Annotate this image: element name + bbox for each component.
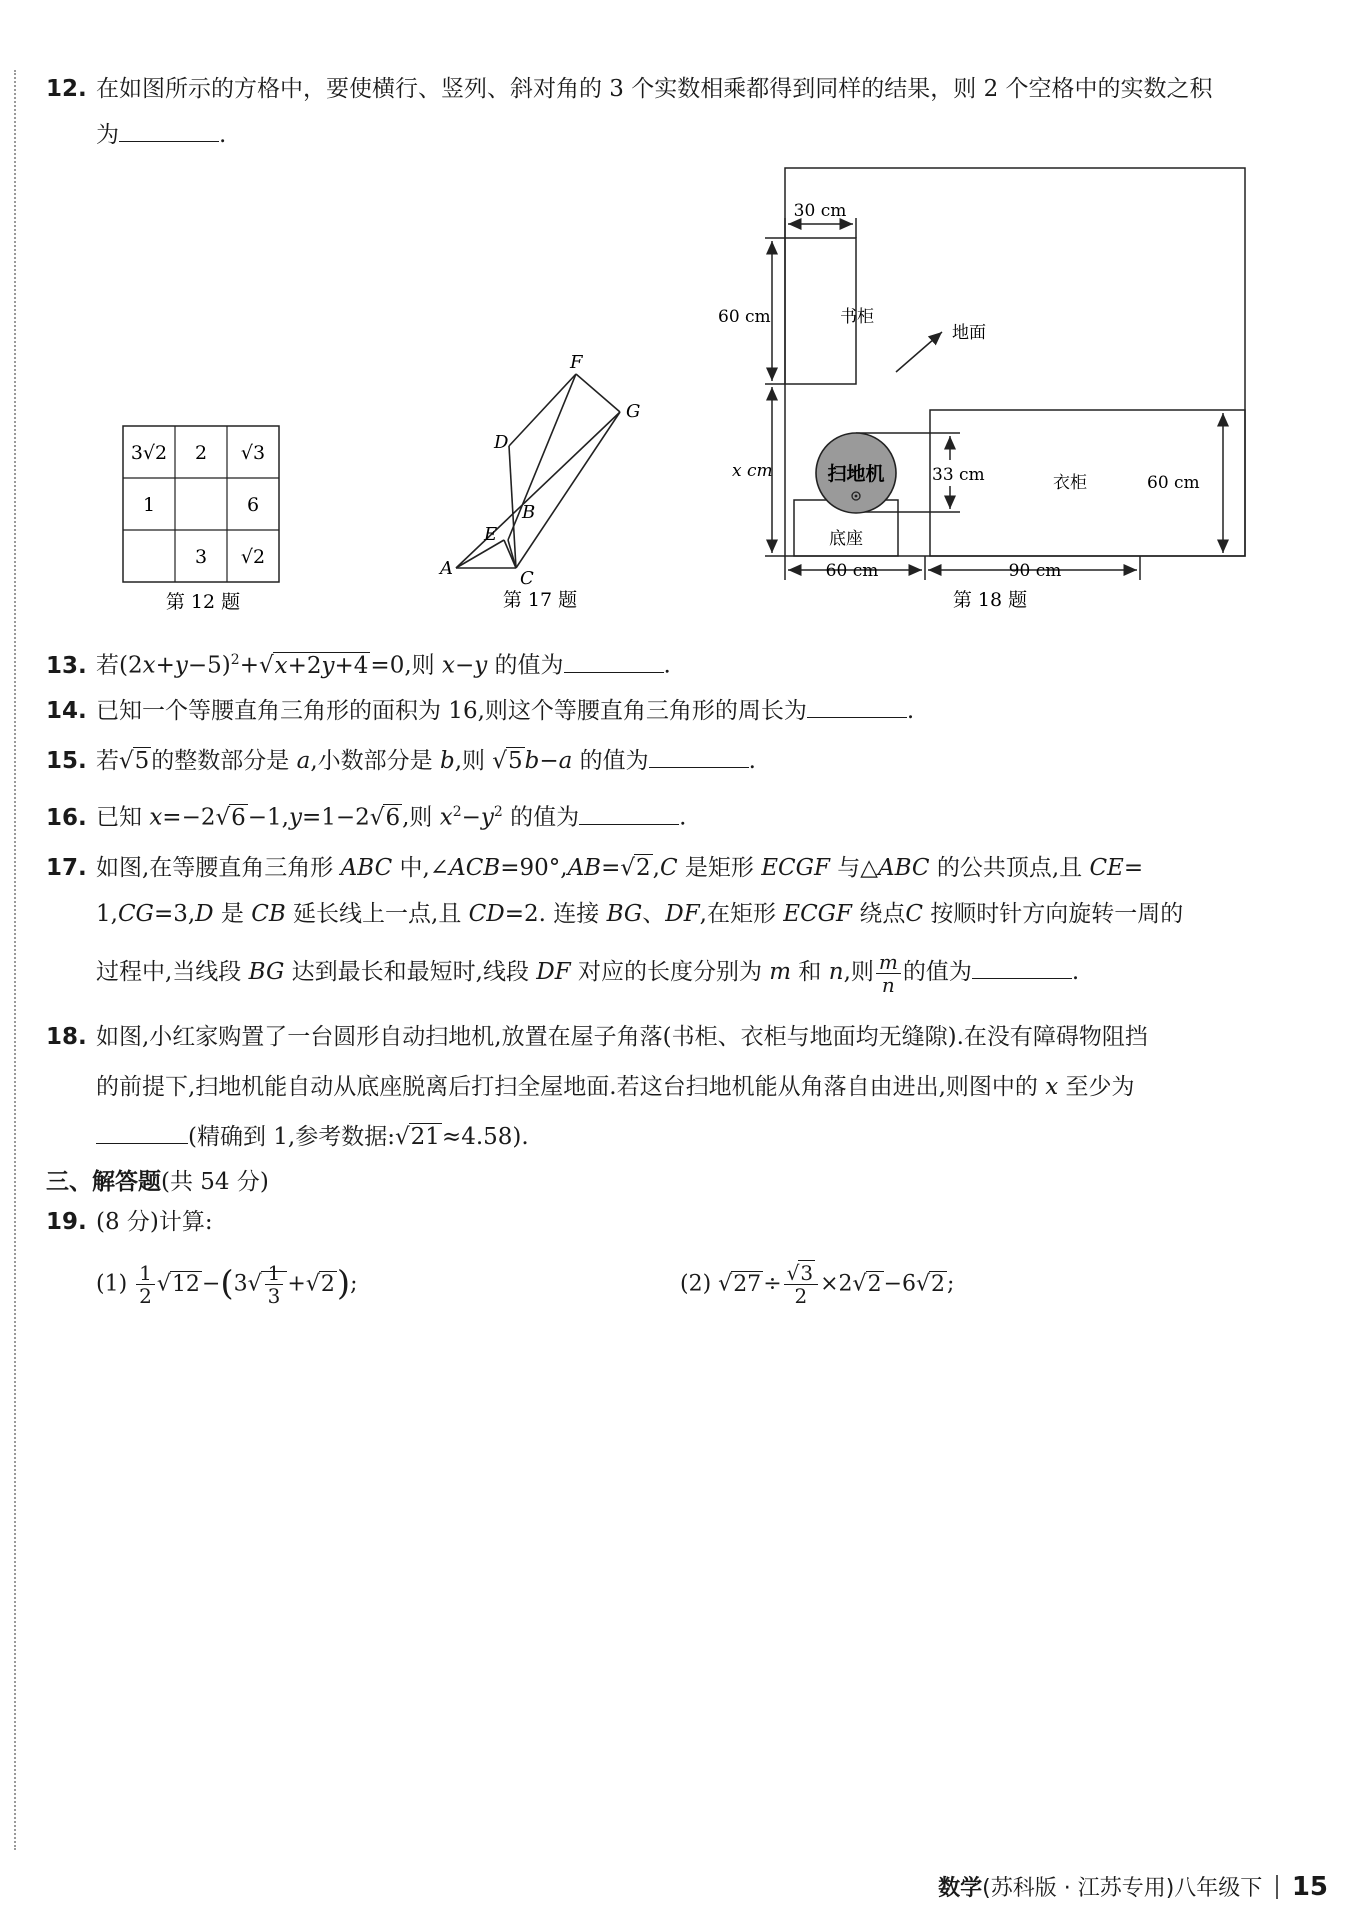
question-text: 延长线上一点,且 (293, 901, 462, 927)
point-label: A (440, 558, 453, 579)
punctuation: . (663, 652, 671, 679)
question-number: 13. (46, 652, 87, 679)
question-text: 如图,在等腰直角三角形 (96, 855, 334, 881)
question-text: 是矩形 (684, 855, 754, 881)
footer-divider (1276, 1875, 1278, 1899)
question-text: 若 (96, 748, 119, 774)
question-number: 16. (46, 804, 87, 831)
question-text: 的值为 (494, 652, 564, 679)
point-label: B (522, 502, 536, 523)
question-text: 过程中,当线段 (96, 959, 242, 985)
question-text: 若(2 (96, 652, 143, 679)
question-text: 已知 (96, 804, 142, 831)
question-number: 18. (46, 1024, 87, 1050)
segment-EF (508, 374, 576, 540)
question-12 (46, 72, 1286, 164)
point-label: F (570, 352, 583, 373)
question-17: 17. 如图,在等腰直角三角形 ABC 中,∠ACB=90°,AB=√2,C 是矩形 ECGF 与△ABC 的公共顶点,且 CE= 1,CG=3,D 是 CB 延长线上一点,且 CD=2. 连接 BG、DF,在矩形 ECGF 绕点C 按顺时针方向旋转一周的 过程中,当线段 BG 达到最长和最短时,线段 DF 对应的长度分别为 m 和 n,则 $\frac{m}{n}$ 的值为 . (46, 845, 1286, 1007)
binding-dotted-line (14, 70, 16, 1850)
question-text: 是 (220, 901, 244, 927)
fraction-root3-over-2: $\frac{√3}{2}$ (784, 1262, 818, 1307)
question-text: ,小数部分是 (310, 748, 433, 774)
operator: + (239, 652, 259, 679)
question-text: 如图,小红家购置了一台圆形自动扫地机,放置在屋子角落(书柜、衣柜与地面均无缝隙).在没有障碍物阻挡 (96, 1024, 1148, 1050)
figure-17-geometry (430, 350, 660, 615)
question-text: (8 分)计算: (96, 1209, 213, 1235)
question-text: 的值为 (510, 804, 580, 831)
answer-blank[interactable] (579, 800, 679, 825)
question-text: 的整数部分是 (151, 748, 290, 774)
robot-center-point (855, 495, 858, 498)
question-number: 19. (46, 1209, 87, 1235)
dim-label-33: 33 cm (932, 465, 985, 485)
question-text: 达到最长和最短时,线段 (291, 959, 529, 985)
question-text: 1, (96, 901, 118, 927)
dim-label-60-left: 60 cm (718, 307, 771, 327)
question-text: 绕点 (859, 901, 906, 927)
grid-cell: 3√2 (130, 442, 168, 464)
segment-GC (516, 412, 620, 568)
grid-cell: √2 (240, 546, 266, 568)
question-number: 12. (46, 76, 87, 102)
question-text: 为 (96, 122, 119, 148)
question-text: ≈4.58). (441, 1124, 529, 1150)
dim-label-90: 90 cm (1008, 561, 1062, 581)
question-text: 在如图所示的方格中，要使横行、竖列、斜对角的 3 个实数相乘都得到同样的结果，则 2 个空格中的实数之积 (96, 76, 1213, 102)
question-text: 已知一个等腰直角三角形的面积为 16,则这个等腰直角三角形的周长为 (96, 698, 807, 724)
question-text: ,则 (454, 748, 485, 774)
q19-part-1: (1) $\frac{1}{2}$ √12−(3√ $\frac{1}{3}$ +√2); (96, 1261, 358, 1308)
point-label: C (520, 568, 534, 589)
question-text: 的值为 (902, 959, 972, 985)
question-text: ,则 (843, 959, 874, 985)
part-label: (1) (96, 1271, 128, 1297)
question-13: 13. 若$(2x+y-5)^2+√x+2y+4=0$,则 x−y 的值为 . (46, 643, 1286, 683)
grid-cell: 1 (142, 494, 156, 516)
question-text: 的公共顶点,且 (936, 855, 1083, 881)
page-footer (938, 1871, 1328, 1902)
footer-edition: (苏科版 · 江苏专用)八年级下 (982, 1876, 1263, 1901)
question-number: 15. (46, 748, 87, 774)
base-label: 底座 (829, 529, 863, 549)
question-number: 14. (46, 698, 87, 724)
question-19 (46, 1205, 1286, 1239)
figure-caption: 第 18 题 (952, 589, 1028, 611)
question-text: 和 (798, 959, 822, 985)
figure-caption: 第 12 题 (165, 591, 241, 613)
question-text: 中, (399, 855, 430, 881)
question-text: ,在矩形 (699, 901, 776, 927)
punctuation: . (219, 122, 227, 148)
answer-blank[interactable] (649, 743, 749, 768)
question-18: 18. 如图,小红家购置了一台圆形自动扫地机,放置在屋子角落(书柜、衣柜与地面均无缝隙).在没有障碍物阻挡 的前提下,扫地机能自动从底座脱离后打扫全屋地面.若这台扫地机能从角落自由进出,则图中的 x 至少为 (精确到 1,参考数据:√21≈4.58). (46, 1012, 1286, 1162)
figure-18-floor-plan (710, 160, 1270, 615)
segment-DF (509, 374, 576, 446)
question-text: 的值为 (579, 748, 649, 774)
dim-label-60-right: 60 cm (1147, 473, 1200, 493)
question-14 (46, 693, 1286, 728)
question-text: 对应的长度分别为 (577, 959, 762, 985)
section-points: (共 54 分) (161, 1169, 269, 1195)
section-title: 三、解答题 (46, 1169, 161, 1195)
punctuation: . (748, 748, 756, 774)
grid-cell: 3 (194, 546, 208, 568)
floor-label: 地面 (952, 323, 986, 343)
figure-12-magic-square (118, 420, 288, 615)
answer-blank[interactable] (96, 1119, 188, 1144)
dim-label-60-bottom: 60 cm (825, 561, 879, 581)
page-number: 15 (1291, 1871, 1328, 1902)
part-label: (2) (680, 1271, 712, 1297)
question-text: 按顺时针方向旋转一周的 (930, 901, 1184, 927)
answer-blank[interactable] (564, 648, 664, 673)
question-text: 连接 (553, 901, 600, 927)
section-heading (46, 1163, 269, 1196)
punctuation: . (1071, 959, 1080, 985)
question-text: =0,则 (370, 652, 435, 679)
answer-blank[interactable] (807, 693, 907, 718)
bookcase-label: 书柜 (840, 307, 874, 327)
grid-cell: 6 (246, 494, 260, 516)
grid-cell: √3 (240, 442, 266, 464)
question-text: 与△ (837, 855, 878, 881)
point-label: E (484, 524, 498, 545)
question-15: 15. 若√5的整数部分是 a,小数部分是 b,则 √5b−a 的值为 . (46, 743, 1286, 778)
grid-cell: 2 (194, 442, 208, 464)
question-number: 17. (46, 855, 87, 881)
point-label: D (494, 432, 509, 453)
figure-caption: 第 17 题 (502, 589, 578, 611)
floor-arrow (896, 332, 942, 372)
dim-label-30: 30 cm (793, 201, 847, 221)
footer-subject: 数学 (938, 1876, 983, 1901)
fraction-one-third: $\frac{1}{3}$ (265, 1262, 284, 1307)
question-text: 的前提下,扫地机能自动从底座脱离后打扫全屋地面.若这台扫地机能从角落自由进出,则图中的 (96, 1074, 1038, 1100)
point-label: G (626, 401, 641, 422)
question-text: 至少为 (1065, 1074, 1135, 1100)
question-text: (精确到 1,参考数据: (188, 1124, 395, 1150)
robot-label: 扫地机 (827, 463, 885, 485)
question-16: 16. 已知 x=−2√6−1,y=1−2√6,则 $x^2-y^2$ 的值为 . (46, 795, 1286, 835)
q19-part-2: (2) √27÷ $\frac{√3}{2}$ ×2√2−6√2; (680, 1261, 955, 1308)
answer-blank[interactable] (972, 954, 1072, 979)
punctuation: . (679, 804, 687, 831)
fraction-one-half: $\frac{1}{2}$ (136, 1262, 155, 1307)
punctuation: . (906, 698, 915, 724)
wardrobe-label: 衣柜 (1053, 473, 1087, 493)
segment-FG (576, 374, 620, 412)
segment-BG (456, 412, 620, 568)
answer-blank[interactable] (119, 117, 219, 142)
fraction-m-over-n: $\frac{m}{n}$ (876, 951, 901, 996)
dim-label-x: x cm (732, 461, 773, 481)
